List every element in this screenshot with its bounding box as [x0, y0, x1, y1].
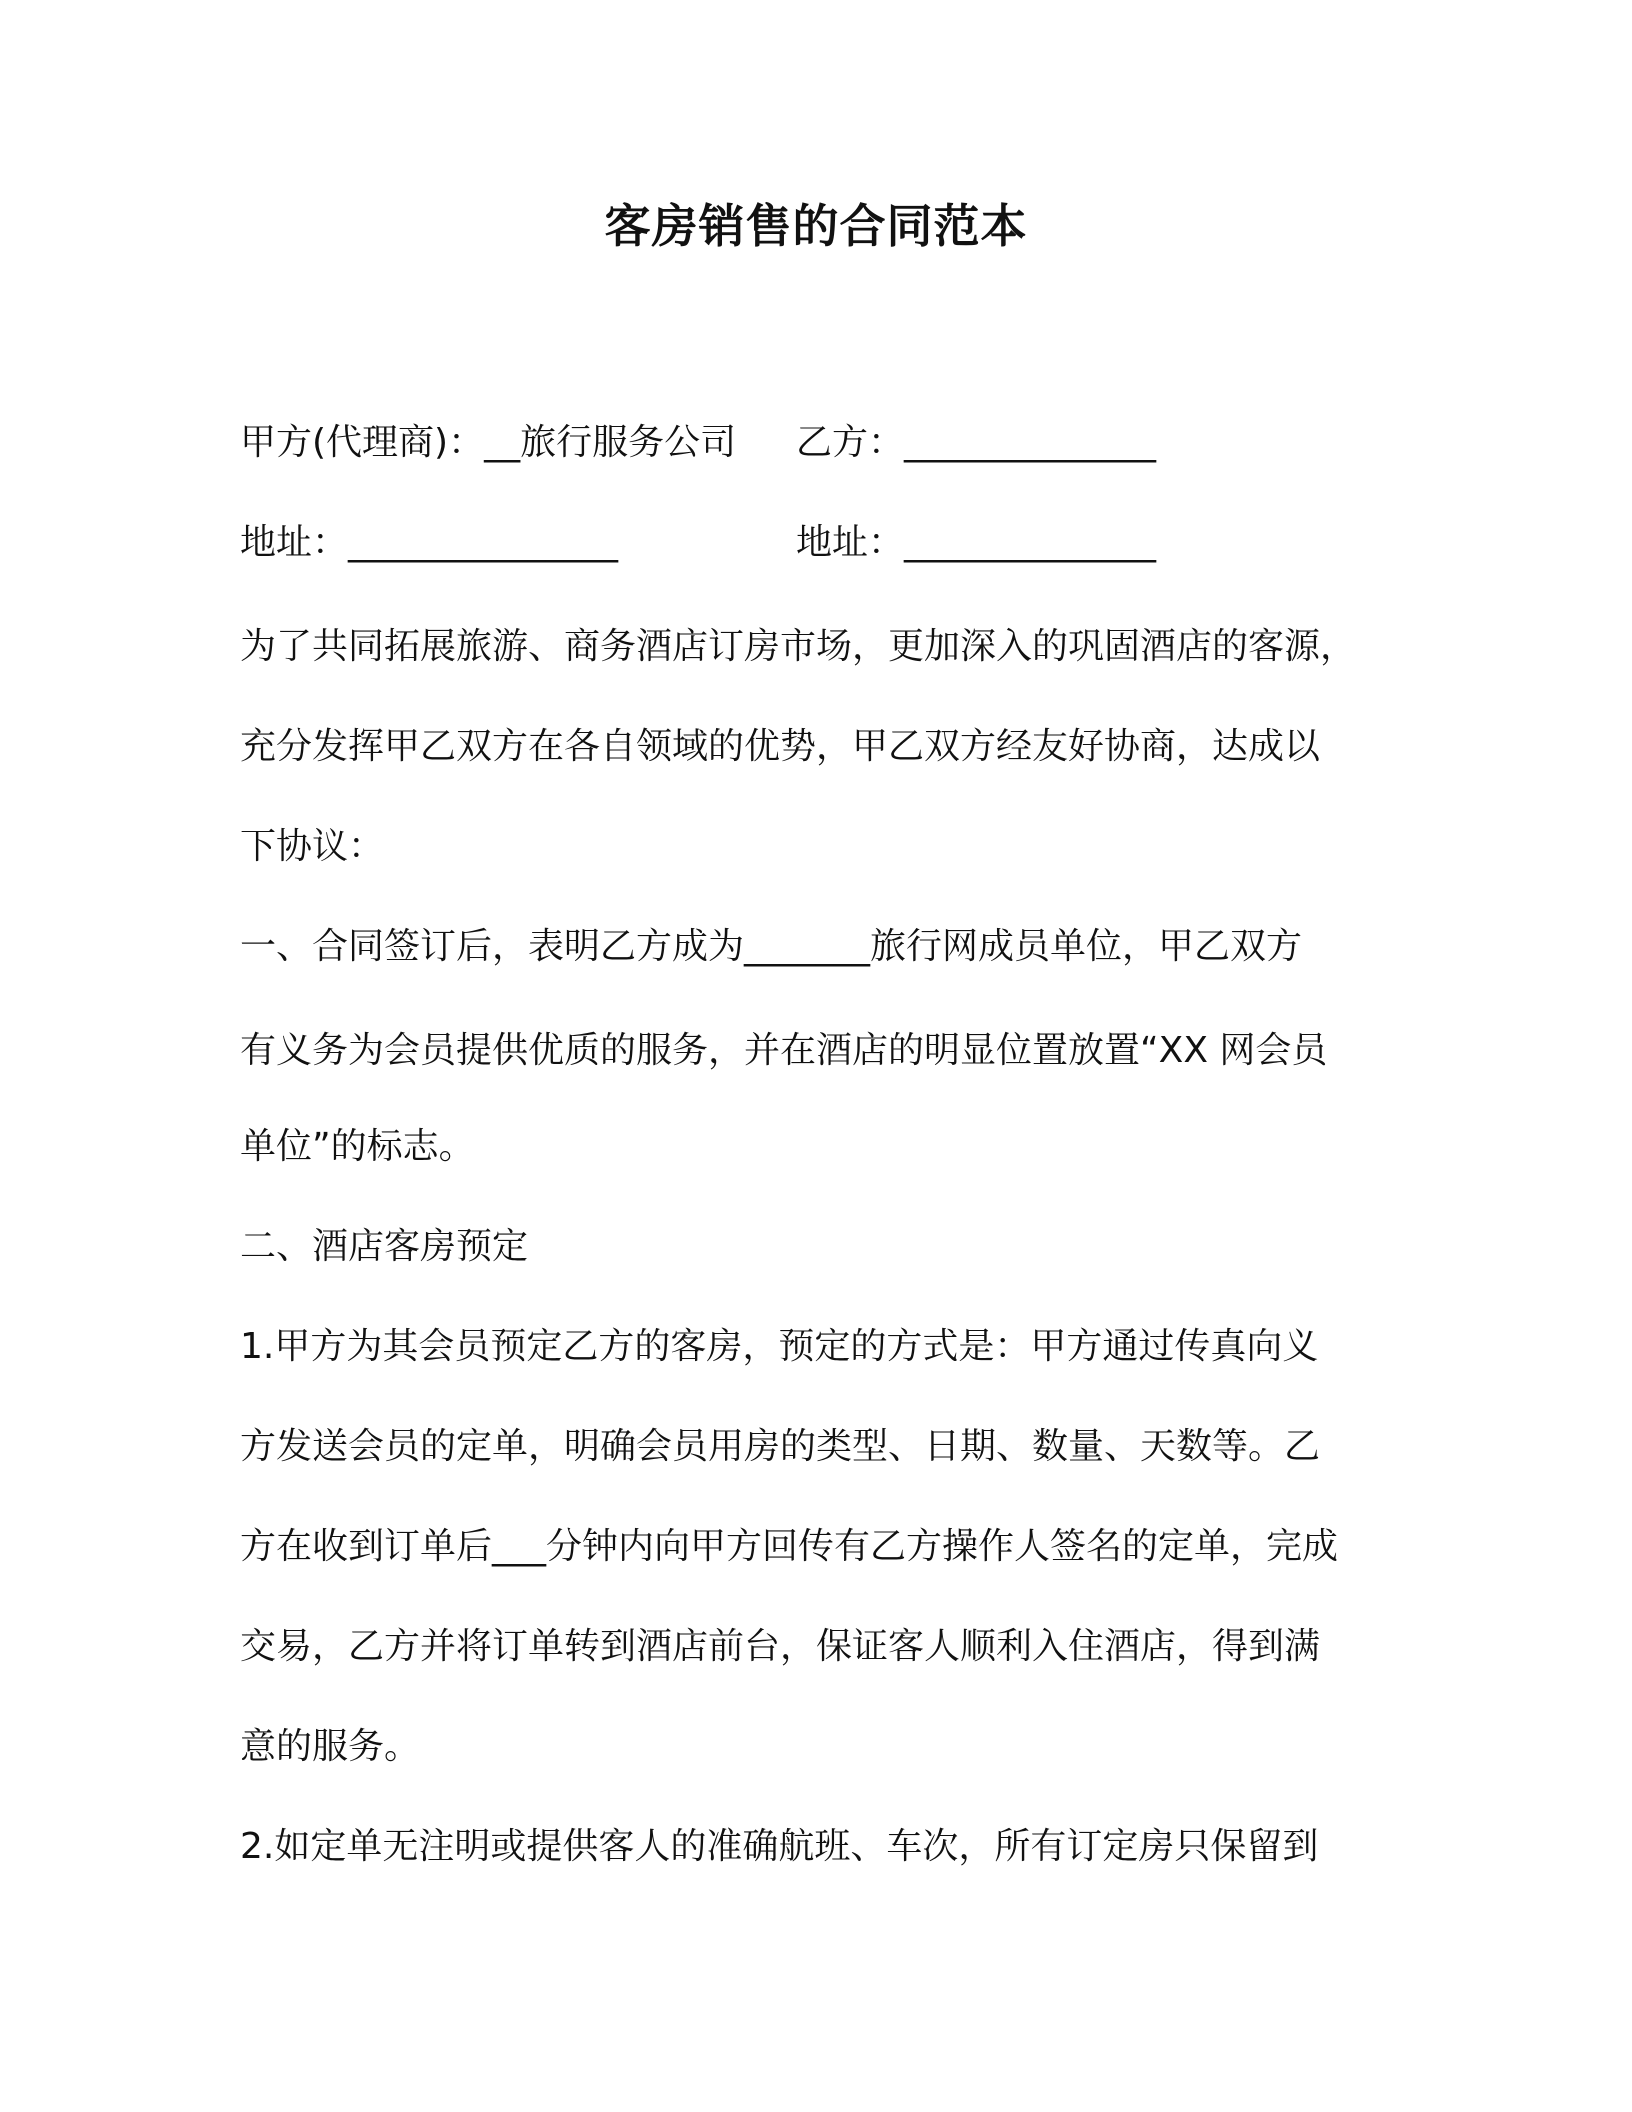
paragraph-line: 下协议： — [240, 826, 385, 867]
document-title: 客房销售的合同范本 — [604, 199, 1028, 253]
party-a-line: 甲方(代理商)：__旅行服务公司 — [240, 422, 737, 463]
address-a-line: 地址：_______________ — [240, 522, 619, 563]
address-b-line: 地址：______________ — [796, 522, 1157, 563]
party-b-line: 乙方：______________ — [796, 422, 1157, 463]
paragraph-line: 2.如定单无注明或提供客人的准确航班、车次，所有订定房只保留到 — [240, 1826, 1319, 1867]
paragraph-line: 1.甲方为其会员预定乙方的客房，预定的方式是：甲方通过传真向义 — [240, 1326, 1319, 1367]
paragraph-line: 一、合同签订后，表明乙方成为_______旅行网成员单位，甲乙双方 — [240, 926, 1303, 967]
paragraph-line: 方发送会员的定单，明确会员用房的类型、日期、数量、天数等。乙 — [240, 1426, 1321, 1467]
paragraph-line: 为了共同拓展旅游、商务酒店订房市场，更加深入的巩固酒店的客源， — [240, 626, 1357, 667]
paragraph-line: 有义务为会员提供优质的服务，并在酒店的明显位置放置“XX 网会员 — [240, 1030, 1328, 1071]
paragraph-line: 单位”的标志。 — [240, 1126, 475, 1167]
section-heading: 二、酒店客房预定 — [240, 1226, 529, 1267]
paragraph-line: 意的服务。 — [240, 1726, 421, 1767]
paragraph-line: 充分发挥甲乙双方在各自领域的优势，甲乙双方经友好协商，达成以 — [240, 726, 1321, 767]
paragraph-line: 交易，乙方并将订单转到酒店前台，保证客人顺利入住酒店，得到满 — [240, 1626, 1321, 1667]
paragraph-line: 方在收到订单后___分钟内向甲方回传有乙方操作人签名的定单，完成 — [240, 1526, 1339, 1567]
